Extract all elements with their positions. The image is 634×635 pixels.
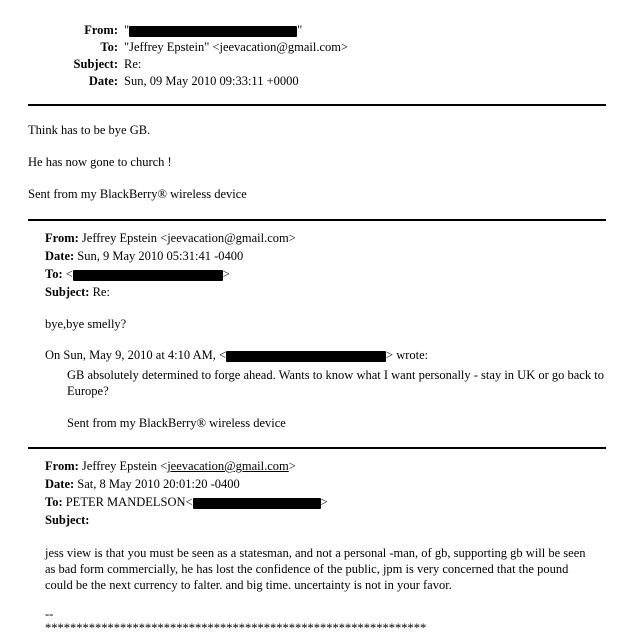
signature-dashes: -- — [45, 607, 54, 621]
to-label: To: — [100, 40, 118, 54]
message-3-to-line — [45, 493, 606, 511]
from-label: From: — [45, 459, 79, 473]
message-3-from-line — [45, 457, 606, 475]
body-paragraph: bye,bye smelly? — [45, 317, 127, 331]
to-bracket-close: > — [320, 495, 328, 509]
body-paragraph: jess view is that you must be seen as a statesman, and not a personal -man, of gb, supporting gb will be seen — [45, 546, 586, 560]
to-bracket-close: > — [222, 267, 230, 281]
to-label: To: — [45, 495, 63, 509]
body-paragraph: He has now gone to church ! — [28, 155, 172, 169]
from-value-end: > — [288, 459, 296, 473]
message-2-date-line — [45, 247, 606, 265]
quote-intro-prefix: On Sun, May 9, 2010 at 4:10 AM, < — [45, 348, 227, 362]
message-1-header — [0, 22, 634, 90]
from-value — [124, 22, 634, 39]
date-label: Date: — [88, 74, 118, 88]
body-paragraph: could be the next currency to falter. and big time. uncertainty is not in your favor. — [45, 578, 452, 592]
from-value-name: Jeffrey Epstein < — [81, 459, 168, 473]
header-row-subject — [0, 56, 634, 73]
to-value: "Jeffrey Epstein" <jeevacation@gmail.com> — [124, 40, 349, 54]
message-3-header — [0, 449, 634, 529]
header-row-date — [0, 73, 634, 90]
message-2-header — [0, 221, 634, 301]
subject-label: Subject: — [73, 57, 118, 71]
message-2-to-line — [45, 265, 606, 283]
nested-quote-signature: Sent from my BlackBerry® wireless device — [67, 416, 286, 430]
redaction-bar — [73, 270, 223, 281]
date-value: Sun, 9 May 2010 05:31:41 -0400 — [77, 249, 244, 263]
message-2-from-line — [45, 229, 606, 247]
redaction-bar — [226, 351, 386, 362]
message-3-date-line — [45, 475, 606, 493]
from-value: Jeffrey Epstein <jeevacation@gmail.com> — [81, 231, 296, 245]
message-2-body — [0, 316, 634, 431]
date-value: Sat, 8 May 2010 20:01:20 -0400 — [77, 477, 240, 491]
redaction-bar — [129, 26, 297, 37]
quote-intro-suffix: > wrote: — [386, 348, 429, 362]
email-link[interactable]: jeevacation@gmail.com — [167, 459, 289, 473]
divider-rule-1 — [28, 104, 606, 106]
header-row-to — [0, 39, 634, 56]
subject-label: Subject: — [45, 285, 90, 299]
message-3-subject-line — [45, 511, 606, 529]
body-paragraph: as bad form commercially, he has lost the confidence of the public, jpm is very concerned that the pound — [45, 562, 569, 576]
date-label: Date: — [45, 477, 75, 491]
from-label: From: — [45, 231, 79, 245]
redaction-bar — [193, 498, 321, 509]
from-quote-open: " — [124, 23, 130, 37]
email-document-page — [0, 22, 634, 635]
quote-intro-line — [45, 347, 606, 363]
date-label: Date: — [45, 249, 75, 263]
body-signature-line: Sent from my BlackBerry® wireless device — [28, 187, 247, 201]
message-2-subject-line — [45, 283, 606, 301]
header-row-from — [0, 22, 634, 39]
from-quote-close: " — [297, 23, 303, 37]
nested-quote-paragraph: GB absolutely determined to forge ahead. Wants to know what I want personally - stay in UK or go back to Europe? — [67, 368, 604, 398]
subject-value: Re: — [92, 285, 110, 299]
signature-stars: ************************************************************* — [45, 621, 427, 635]
from-label: From: — [84, 23, 118, 37]
date-value: Sun, 09 May 2010 09:33:11 +0000 — [124, 74, 299, 88]
to-bracket-open: < — [65, 267, 73, 281]
message-3-body — [0, 545, 634, 635]
message-1-body — [0, 122, 634, 202]
to-label: To: — [45, 267, 63, 281]
subject-value: Re: — [124, 57, 142, 71]
subject-label: Subject: — [45, 513, 90, 527]
to-value: PETER MANDELSON< — [65, 495, 193, 509]
body-paragraph: Think has to be bye GB. — [28, 123, 151, 137]
